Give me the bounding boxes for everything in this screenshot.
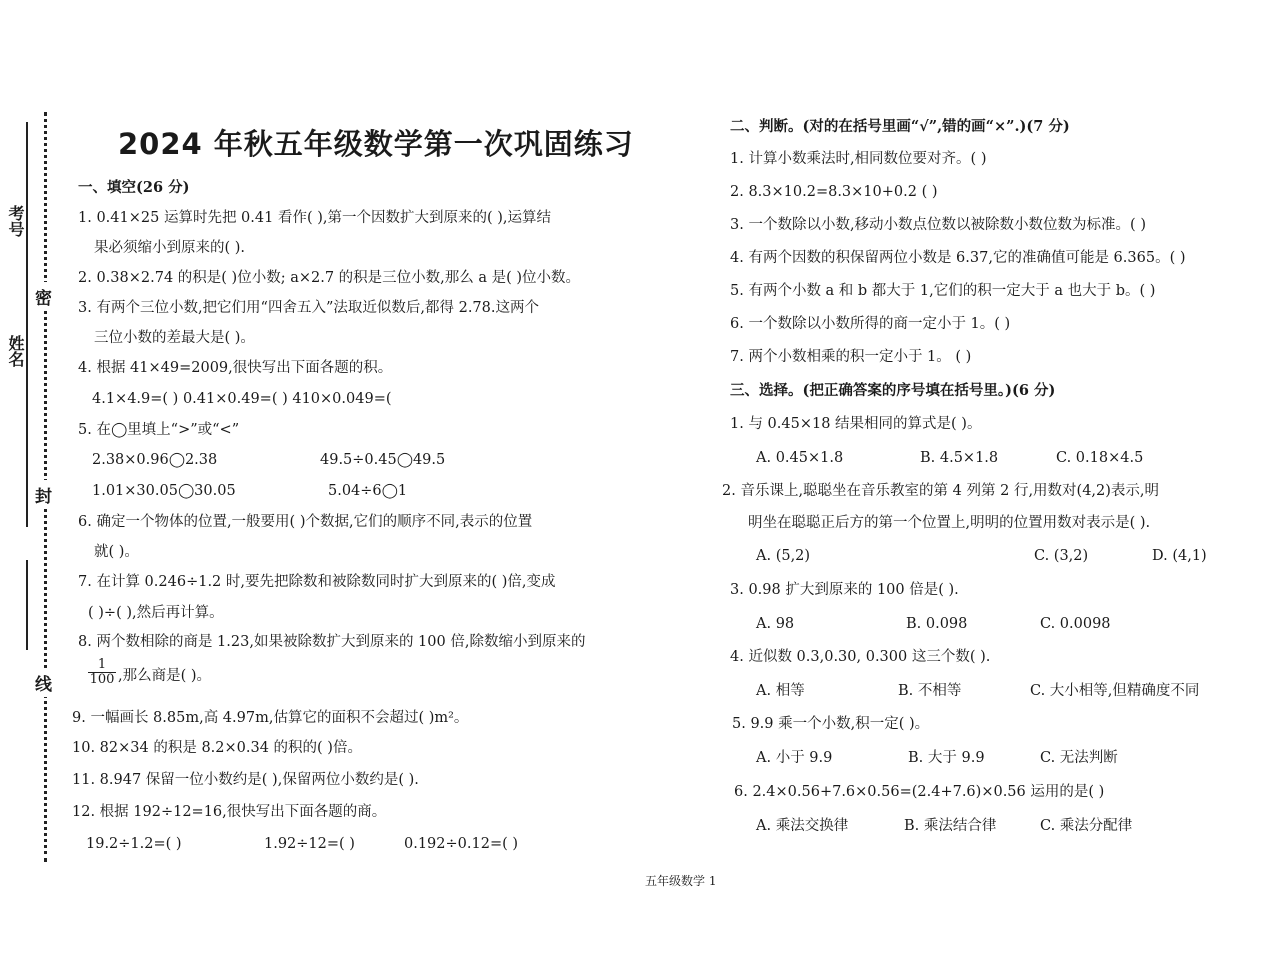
question-line: 5. 有两个小数 a 和 b 都大于 1,它们的积一定大于 a 也大于 b。( ) xyxy=(730,283,1156,299)
exam-no-label: 考号 xyxy=(6,205,25,237)
question-line: 2.38×0.96◯2.38 xyxy=(92,452,218,468)
question-line: 5.04÷6◯1 xyxy=(328,483,408,499)
choice-option: C. 0.0098 xyxy=(1040,616,1111,632)
question-line: 6. 一个数除以小数所得的商一定小于 1。( ) xyxy=(730,316,1011,332)
choice-option: A. 小于 9.9 xyxy=(756,750,833,766)
choice-option: A. 乘法交换律 xyxy=(756,818,849,834)
question-line: 7. 在计算 0.246÷1.2 时,要先把除数和被除数同时扩大到原来的( )倍,变成 xyxy=(78,574,556,590)
seal-char-mi: 密 xyxy=(35,282,52,311)
question-line: 1.92÷12=( ) xyxy=(264,836,355,852)
question-line: 4. 近似数 0.3,0.30, 0.300 这三个数( ). xyxy=(730,649,991,665)
choice-option: D. (4,1) xyxy=(1152,548,1207,564)
choice-option: A. 98 xyxy=(756,616,795,632)
choice-option: B. 0.098 xyxy=(906,616,968,632)
fraction-one-hundredth xyxy=(88,658,116,687)
choice-option: C. 乘法分配律 xyxy=(1040,818,1133,834)
question-line: 3. 有两个三位小数,把它们用“四舍五入”法取近似数后,都得 2.78.这两个 xyxy=(78,300,539,316)
question-line: 8. 两个数相除的商是 1.23,如果被除数扩大到原来的 100 倍,除数缩小到原来的 xyxy=(78,634,586,650)
question-line: 三位小数的差最大是( )。 xyxy=(94,330,255,346)
question-line: ,那么商是( )。 xyxy=(118,668,212,684)
page-title: 2024 年秋五年级数学第一次巩固练习 xyxy=(118,127,634,161)
seal-char-xian: 线 xyxy=(35,668,52,697)
question-line: 9. 一幅画长 8.85m,高 4.97m,估算它的面积不会超过( )m²。 xyxy=(72,710,469,726)
question-line: 6. 2.4×0.56+7.6×0.56=(2.4+7.6)×0.56 运用的是( ) xyxy=(734,784,1105,800)
question-line: 3. 一个数除以小数,移动小数点位数以被除数小数位数为标准。( ) xyxy=(730,217,1146,233)
question-line: 4.1×4.9=( ) 0.41×0.49=( ) 410×0.049=( xyxy=(92,391,392,407)
question-line: 5. 9.9 乘一个小数,积一定( )。 xyxy=(732,716,930,732)
choice-option: C. 无法判断 xyxy=(1040,750,1118,766)
question-line: 3. 0.98 扩大到原来的 100 倍是( ). xyxy=(730,582,959,598)
name-label: 姓名 xyxy=(6,335,25,367)
choice-option: B. 大于 9.9 xyxy=(908,750,985,766)
fraction-numerator: 1 xyxy=(88,658,116,673)
choice-option: B. 不相等 xyxy=(898,683,962,699)
question-line: 4. 根据 41×49=2009,很快写出下面各题的积。 xyxy=(78,360,393,376)
choice-option: C. 0.18×4.5 xyxy=(1056,450,1144,466)
question-line: 就( )。 xyxy=(94,544,139,560)
question-line: ( )÷( ),然后再计算。 xyxy=(88,605,224,621)
choice-option: A. (5,2) xyxy=(756,548,811,564)
fraction-denominator: 100 xyxy=(89,672,115,687)
question-line: 12. 根据 192÷12=16,很快写出下面各题的商。 xyxy=(72,804,387,820)
question-line: 1. 计算小数乘法时,相同数位要对齐。( ) xyxy=(730,151,987,167)
choice-option: B. 乘法结合律 xyxy=(904,818,997,834)
question-line: 1.01×30.05◯30.05 xyxy=(92,483,236,499)
question-line: 7. 两个小数相乘的积一定小于 1。 ( ) xyxy=(730,349,972,365)
binding-solid-line xyxy=(26,122,28,527)
question-line: 49.5÷0.45◯49.5 xyxy=(320,452,446,468)
choice-option: B. 4.5×1.8 xyxy=(920,450,999,466)
page-footer: 五年级数学 1 xyxy=(645,874,717,888)
question-line: 1. 0.41×25 运算时先把 0.41 看作( ),第一个因数扩大到原来的( ),运算结 xyxy=(78,210,552,226)
question-line: 4. 有两个因数的积保留两位小数是 6.37,它的准确值可能是 6.365。( ) xyxy=(730,250,1186,266)
question-line: 19.2÷1.2=( ) xyxy=(86,836,182,852)
choice-option: A. 相等 xyxy=(756,683,805,699)
choice-option: C. 大小相等,但精确度不同 xyxy=(1030,683,1200,699)
question-line: 0.192÷0.12=( ) xyxy=(404,836,519,852)
section-multiple-choice: 三、选择。(把正确答案的序号填在括号里。)(6 分) xyxy=(730,382,1056,399)
choice-option: A. 0.45×1.8 xyxy=(756,450,844,466)
binding-solid-line-lower xyxy=(26,560,28,650)
question-line: 果必须缩小到原来的( ). xyxy=(94,240,246,256)
question-line: 5. 在◯里填上“>”或“<” xyxy=(78,422,240,438)
question-line: 11. 8.947 保留一位小数约是( ),保留两位小数约是( ). xyxy=(72,772,419,788)
question-line: 6. 确定一个物体的位置,一般要用( )个数据,它们的顺序不同,表示的位置 xyxy=(78,514,533,530)
section-true-false: 二、判断。(对的在括号里画“√”,错的画“×”.)(7 分) xyxy=(730,118,1070,135)
seal-char-feng: 封 xyxy=(35,480,52,509)
question-line: 明坐在聪聪正后方的第一个位置上,明明的位置用数对表示是( ). xyxy=(748,515,1151,531)
choice-option: C. (3,2) xyxy=(1034,548,1089,564)
question-line: 2. 音乐课上,聪聪坐在音乐教室的第 4 列第 2 行,用数对(4,2)表示,明 xyxy=(722,483,1160,499)
question-line: 1. 与 0.45×18 结果相同的算式是( )。 xyxy=(730,416,982,432)
question-line: 2. 0.38×2.74 的积是( )位小数; a×2.7 的积是三位小数,那么 a 是( )位小数。 xyxy=(78,270,581,286)
question-line: 10. 82×34 的积是 8.2×0.34 的积的( )倍。 xyxy=(72,740,362,756)
section-fill-blank: 一、填空(26 分) xyxy=(78,179,190,196)
question-line: 2. 8.3×10.2=8.3×10+0.2 ( ) xyxy=(730,184,938,200)
